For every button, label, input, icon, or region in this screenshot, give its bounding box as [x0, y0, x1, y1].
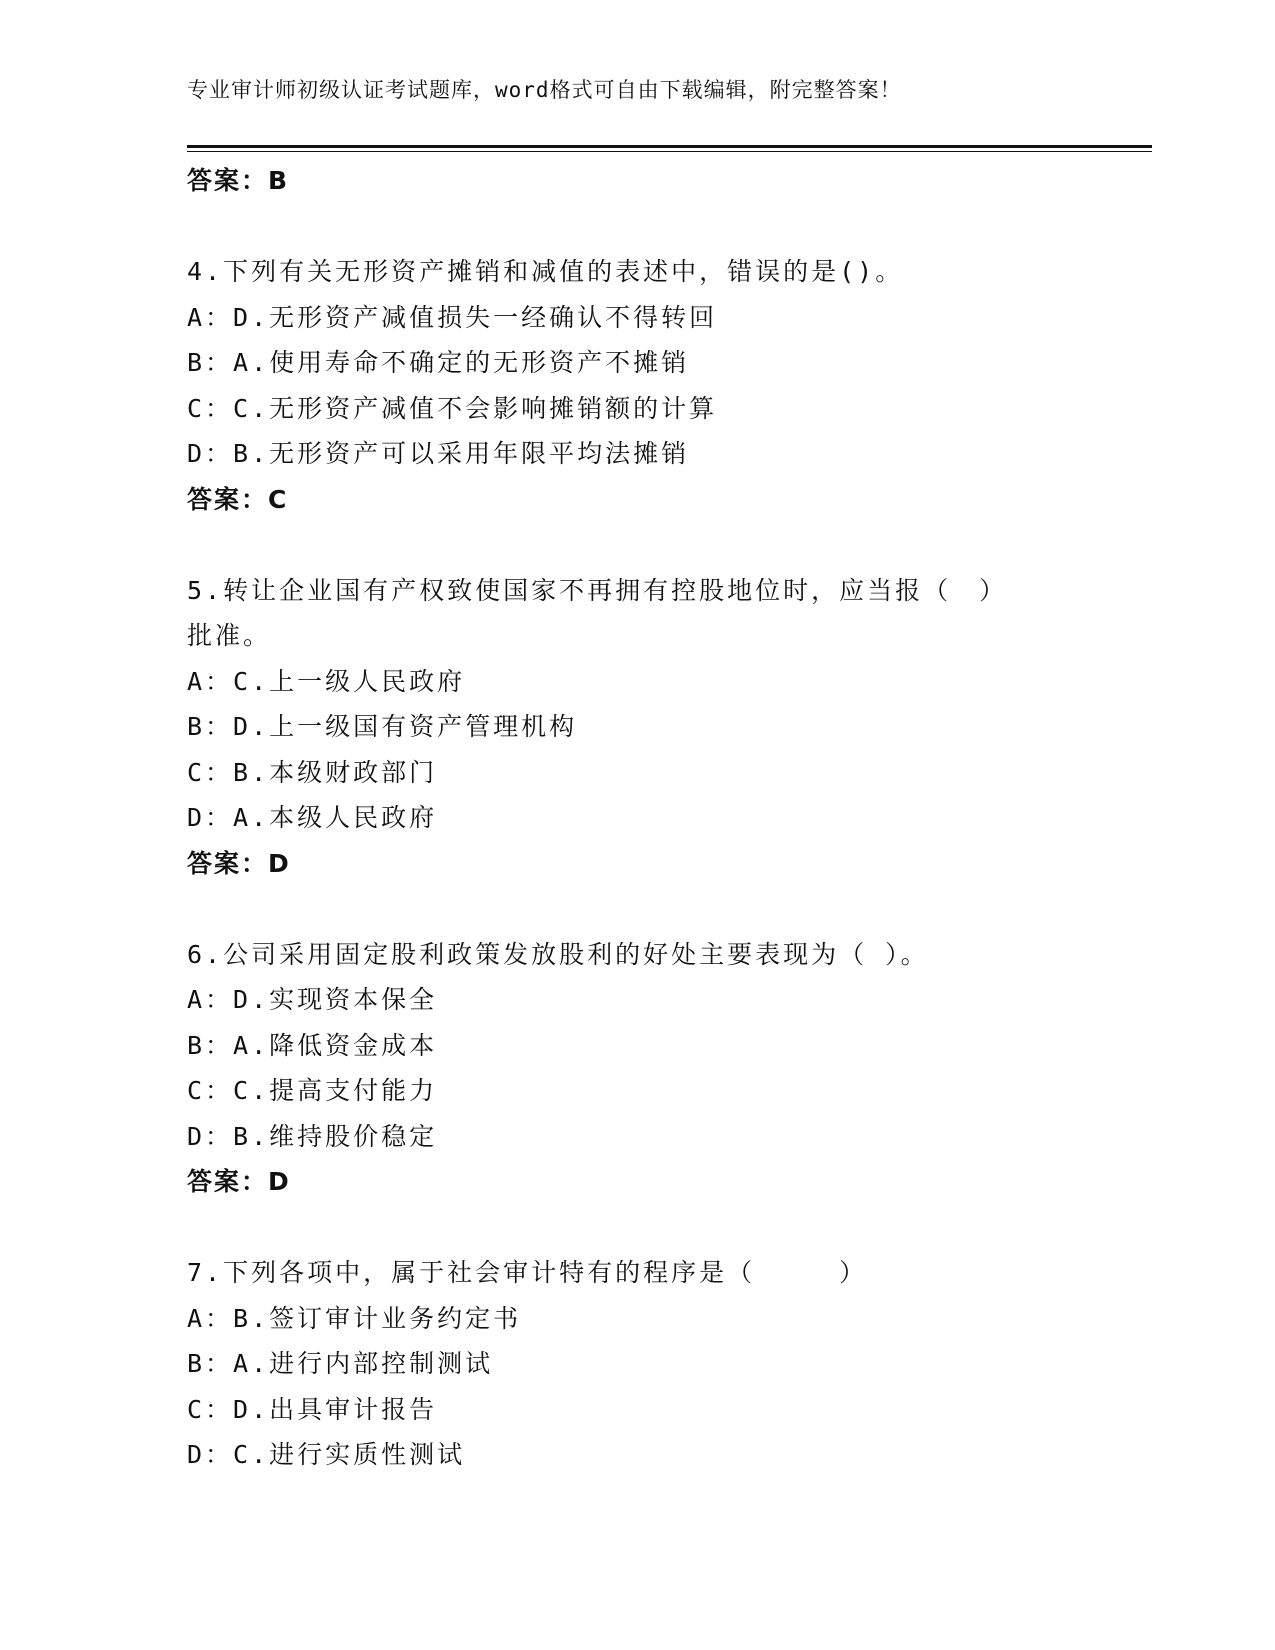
- option-d: D：C.进行实质性测试: [187, 1440, 466, 1469]
- option-d: D：A.本级人民政府: [187, 803, 438, 832]
- option-c: C：D.出具审计报告: [187, 1394, 438, 1424]
- question-stem: 5.转让企业国有产权致使国家不再拥有控股地位时，应当报（ ）批准。: [187, 575, 1008, 650]
- spacer: [187, 522, 1087, 568]
- answer-line: 答案：D: [187, 848, 291, 878]
- option-c: C：C.无形资产减值不会影响摊销额的计算: [187, 393, 718, 423]
- spacer: [187, 1205, 1087, 1251]
- spacer: [187, 886, 1087, 932]
- option-d: D：B.无形资产可以采用年限平均法摊销: [187, 439, 690, 468]
- option-c: C：B.本级财政部门: [187, 757, 438, 787]
- option-a: A：D.实现资本保全: [187, 985, 438, 1014]
- spacer: [187, 204, 1087, 250]
- option-a: A：B.签订审计业务约定书: [187, 1303, 522, 1333]
- question-block: [187, 568, 1087, 932]
- header-rule-thick: [187, 145, 1152, 148]
- header-rule-thin: [187, 151, 1152, 152]
- page-header: 专业审计师初级认证考试题库，word格式可自由下载编辑，附完整答案！: [187, 78, 902, 102]
- option-b: B：A.降低资金成本: [187, 1030, 438, 1060]
- option-d: D：B.维持股价稳定: [187, 1121, 438, 1151]
- option-b: B：A.使用寿命不确定的无形资产不摊销: [187, 348, 690, 377]
- answer-line: 答案：C: [187, 484, 289, 514]
- answer-line: 答案：B: [187, 166, 290, 195]
- question-stem: 4.下列有关无形资产摊销和减值的表述中，错误的是()。: [187, 257, 904, 286]
- question-stem: 6.公司采用固定股利政策发放股利的好处主要表现为（ ）。: [187, 939, 929, 969]
- option-c: C：C.提高支付能力: [187, 1076, 438, 1105]
- option-a: A：D.无形资产减值损失一经确认不得转回: [187, 302, 718, 332]
- option-b: B：D.上一级国有资产管理机构: [187, 712, 578, 741]
- question-block: [187, 249, 1087, 568]
- question-list: [187, 158, 1087, 1478]
- question-stem: 7.下列各项中，属于社会审计特有的程序是（ ）: [187, 1258, 868, 1287]
- option-a: A：C.上一级人民政府: [187, 666, 466, 696]
- question-block: [187, 1250, 1087, 1478]
- answer-line: 答案：D: [187, 1167, 291, 1196]
- option-b: B：A.进行内部控制测试: [187, 1349, 494, 1378]
- question-block: [187, 932, 1087, 1251]
